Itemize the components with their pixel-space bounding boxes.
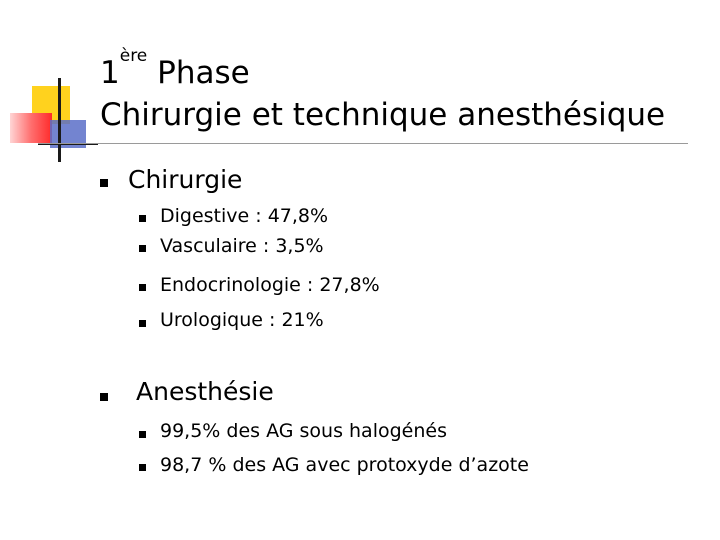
bullet-icon (100, 179, 108, 187)
section-heading-chirurgie: Chirurgie (128, 165, 243, 194)
list-item: Digestive : 47,8% (160, 205, 329, 227)
bullet-icon (139, 464, 146, 471)
bullet-icon (100, 393, 108, 401)
logo-red-square (10, 113, 52, 143)
bullet-icon (139, 215, 146, 222)
list-item: Urologique : 21% (160, 309, 324, 331)
title-phase: Phase (147, 55, 250, 91)
list-item: Endocrinologie : 27,8% (160, 274, 380, 296)
slide-title (100, 46, 666, 136)
title-line-1 (100, 46, 665, 94)
title-divider (38, 143, 688, 144)
list-item: 99,5% des AG sous halogénés (160, 420, 447, 442)
bullet-icon (139, 245, 146, 252)
list-item: Vasculaire : 3,5% (160, 235, 324, 257)
bullet-icon (139, 320, 146, 327)
bullet-icon (139, 431, 146, 438)
title-line-2: Chirurgie et technique anesthésique (100, 97, 666, 133)
title-number: 1 (100, 55, 120, 91)
title-superscript: ère (119, 46, 148, 66)
list-item: 98,7 % des AG avec protoxyde d’azote (160, 454, 529, 476)
bullet-icon (139, 284, 146, 291)
section-heading-anesthesie: Anesthésie (136, 377, 274, 406)
logo-vertical-line (58, 78, 61, 162)
